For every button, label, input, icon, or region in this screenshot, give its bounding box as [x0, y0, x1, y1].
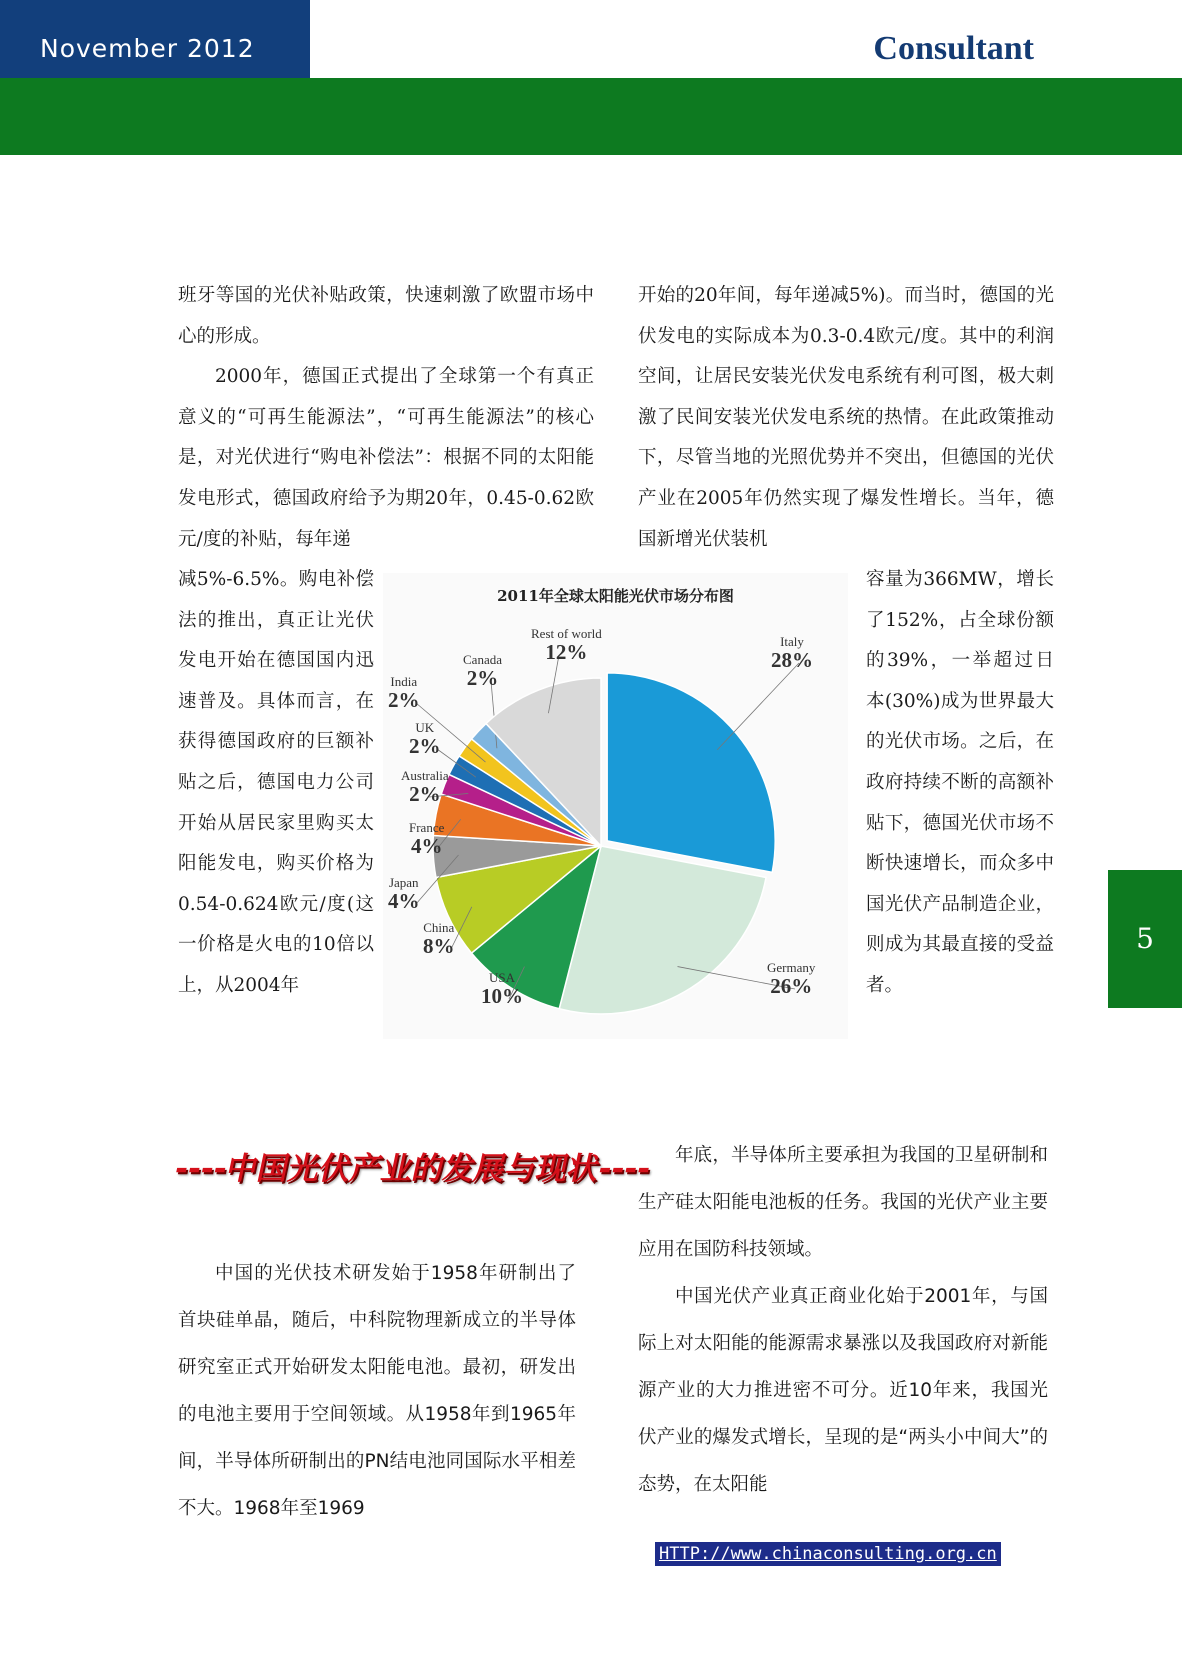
slice-name: India — [390, 674, 418, 689]
article-col2-narrow — [866, 560, 1054, 1007]
paragraph: 年底，半导体所主要承担为我国的卫星研制和生产硅太阳能电池板的任务。我国的光伏产业主要应用在国防科技领域。 — [638, 1145, 1048, 1260]
section-heading-text: ----中国光伏产业的发展与现状---- — [171, 1151, 655, 1187]
slice-label — [481, 971, 523, 1008]
slice-name: China — [423, 920, 455, 935]
slice-label — [409, 821, 444, 858]
slice-percent: 12% — [545, 640, 588, 665]
article-col1-top — [178, 276, 594, 560]
section-heading — [171, 1143, 656, 1193]
article-lower-col1 — [178, 1250, 576, 1532]
slice-name: Rest of world — [531, 626, 602, 641]
paragraph: 开始的20年间，每年递减5%)。而当时，德国的光伏发电的实际成本为0.3-0.4欧元/度。其中的利润空间，让居民安装光伏发电系统有利可图，极大刺激了民间安装光伏发电系统的热情。在此政策推动下，尽管当地的光照优势并不突出，但德国的光伏产业在2005年仍然实现了爆发性增长。当年，德国新增光伏装机 — [638, 285, 1054, 550]
paragraph: 班牙等国的光伏补贴政策，快速刺激了欧盟市场中心的形成。 — [178, 285, 594, 347]
slice-percent: 2% — [409, 782, 441, 807]
slice-label — [771, 635, 813, 672]
paragraph: 减5%-6.5%。购电补偿法的推出，真正让光伏发电开始在德国国内迅速普及。具体而言，在获得德国政府的巨额补贴之后，德国电力公司开始从居民家里购买太阳能发电，购买价格为0.54-0.624欧元/度(这一价格是火电的10倍以上，从2004年 — [178, 569, 374, 996]
slice-label — [531, 627, 602, 664]
page-number-tab — [1108, 870, 1182, 1008]
issue-date: November 2012 — [40, 34, 255, 63]
paragraph: 2000年，德国正式提出了全球第一个有真正意义的“可再生能源法”，“可再生能源法”的核心是，对光伏进行“购电补偿法”：根据不同的太阳能发电形式，德国政府给予为期20年，0.45-0.62欧元/度的补贴，每年递 — [178, 366, 594, 550]
slice-percent: 4% — [388, 889, 420, 914]
leader-line — [717, 663, 799, 750]
slice-name: UK — [415, 720, 435, 735]
paragraph: 中国的光伏技术研发始于1958年研制出了首块硅单晶，随后，中科院物理新成立的半导体研究室正式开始研发太阳能电池。最初，研发出的电池主要用于空间领域。从1958年到1965年间，半导体所研制出的PN结电池同国际水平相差不大。1968年至1969 — [178, 1263, 576, 1519]
brand-title: Consultant — [873, 30, 1034, 67]
article-col1-narrow — [178, 560, 374, 1007]
slice-label — [409, 721, 441, 758]
slice-name: Germany — [767, 960, 816, 975]
slice-label — [388, 876, 420, 913]
pie-slice-italy — [607, 673, 775, 872]
slice-percent: 8% — [423, 934, 455, 959]
slice-name: Italy — [780, 634, 804, 649]
slice-name: USA — [488, 970, 515, 985]
pie-chart-figure — [383, 573, 848, 1039]
paragraph: 中国光伏产业真正商业化始于2001年，与国际上对太阳能的能源需求暴涨以及我国政府对新能源产业的大力推进密不可分。近10年来，我国光伏产业的爆发式增长，呈现的是“两头小中间大”的态势，在太阳能 — [638, 1286, 1048, 1495]
slice-label — [767, 961, 815, 998]
header-green-bar — [0, 78, 1182, 155]
slice-percent: 2% — [409, 734, 441, 759]
slice-percent: 4% — [410, 834, 443, 859]
article-col2-top — [638, 276, 1054, 560]
slice-percent: 10% — [481, 984, 523, 1009]
website-link[interactable]: HTTP://www.chinaconsulting.org.cn — [655, 1542, 1001, 1566]
page-number: 5 — [1136, 922, 1154, 955]
paragraph: 容量为366MW，增长了152%，占全球份额的39%，一举超过日本(30%)成为世界最大的光伏市场。之后，在政府持续不断的高额补贴下，德国光伏市场不断快速增长，而众多中国光伏产品制造企业，则成为其最直接的受益者。 — [866, 569, 1054, 996]
slice-name: Japan — [388, 875, 419, 890]
slice-name: Australia — [401, 768, 449, 783]
chart-title: 2011年全球太阳能光伏市场分布图 — [497, 587, 734, 605]
slice-percent: 2% — [388, 688, 420, 713]
slice-percent: 28% — [771, 648, 813, 673]
slice-percent: 26% — [770, 974, 813, 999]
slice-label — [463, 653, 502, 690]
article-lower-col2 — [638, 1132, 1048, 1508]
slice-label — [423, 921, 455, 958]
slice-name: France — [409, 820, 445, 835]
slice-label — [401, 769, 449, 806]
slice-label — [388, 675, 420, 712]
slice-percent: 2% — [466, 666, 499, 691]
issue-date-banner — [0, 0, 310, 78]
slice-name: Canada — [463, 652, 502, 667]
